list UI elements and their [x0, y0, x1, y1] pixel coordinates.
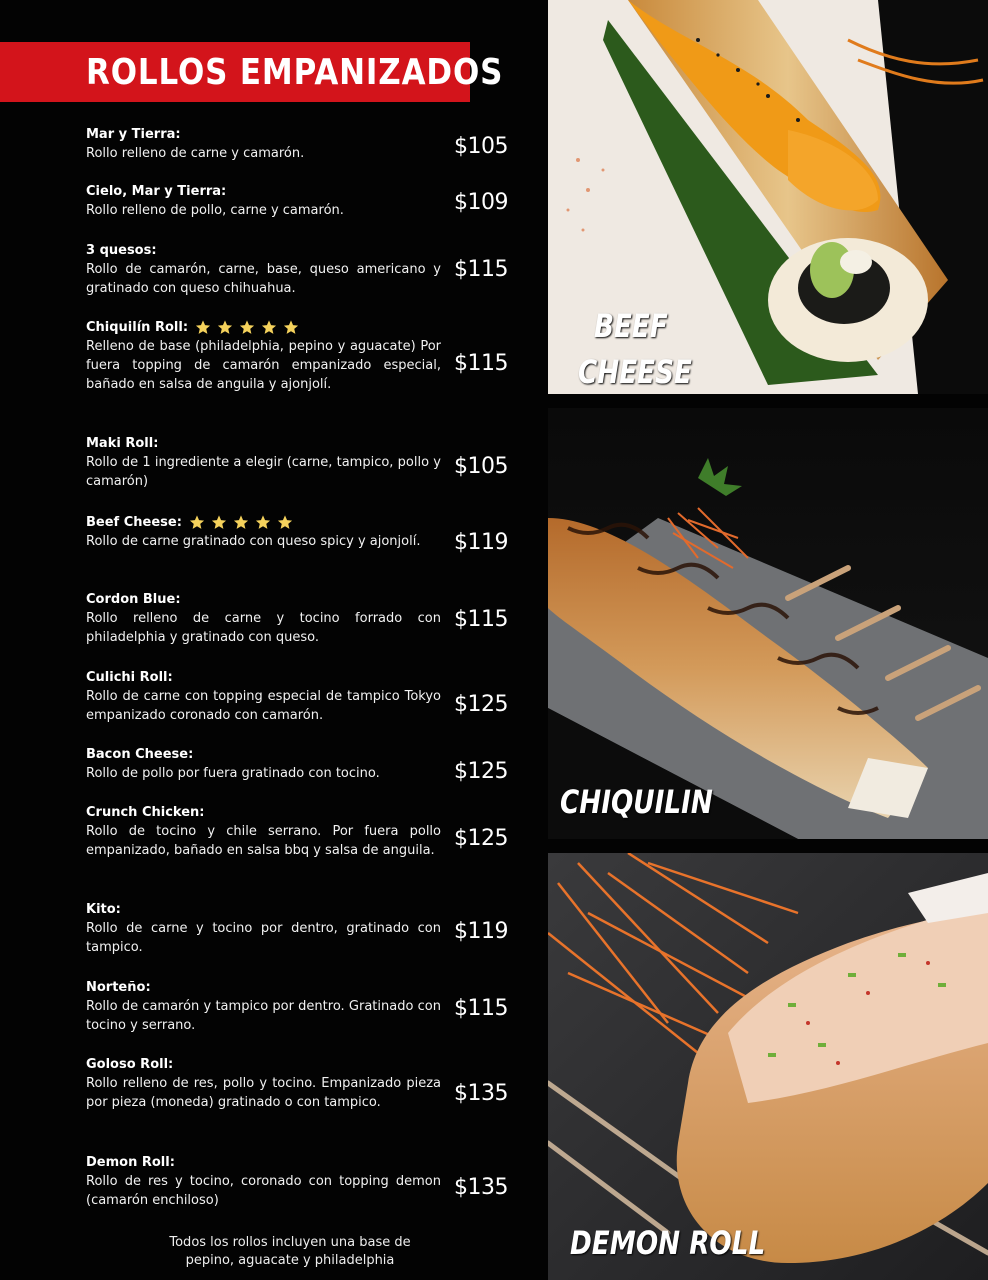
item-name: Kito: [86, 902, 121, 917]
item-name: Cielo, Mar y Tierra: [86, 184, 227, 199]
item-description: Rollo de carne con topping especial de tampico Tokyo empanizado coronado con camarón. [86, 689, 441, 723]
item-price: $105 [454, 454, 508, 479]
menu-item [86, 241, 506, 298]
item-description: Rollo de tocino y chile serrano. Por fuera pollo empanizado, bañado en salsa bbq y salsa de anguila. [86, 824, 441, 858]
star-icon [254, 514, 272, 531]
item-name: Culichi Roll: [86, 670, 173, 685]
star-icon [194, 319, 212, 336]
item-description: Rollo relleno de pollo, carne y camarón. [86, 203, 344, 218]
item-description: Rollo de carne y tocino por dentro, gratinado con tampico. [86, 921, 441, 955]
photo-demon-roll [548, 853, 988, 1280]
menu-item [86, 318, 506, 394]
star-icon [260, 319, 278, 336]
menu-item [86, 900, 506, 957]
footer-note: Todos los rollos incluyen una base de pepino, aguacate y philadelphia [169, 1235, 411, 1268]
title-banner [0, 42, 504, 102]
menu-item [86, 182, 506, 220]
item-name: Cordon Blue: [86, 592, 181, 607]
item-price: $115 [454, 257, 508, 282]
item-name: Norteño: [86, 980, 151, 995]
star-icon [188, 514, 206, 531]
photo-label: CHIQUILIN [560, 783, 713, 821]
item-name: Crunch Chicken: [86, 805, 205, 820]
item-name: Demon Roll: [86, 1155, 175, 1170]
item-description: Rollo de res y tocino, coronado con topping demon (camarón enchiloso) [86, 1174, 441, 1208]
star-icon [210, 514, 228, 531]
item-name: Maki Roll: [86, 436, 159, 451]
item-price: $135 [454, 1175, 508, 1200]
item-name: Mar y Tierra: [86, 127, 181, 142]
item-price: $115 [454, 996, 508, 1021]
item-description: Rollo de pollo por fuera gratinado con tocino. [86, 766, 380, 781]
star-icon [216, 319, 234, 336]
item-price: $125 [454, 759, 508, 784]
item-price: $109 [454, 190, 508, 215]
item-description: Relleno de base (philadelphia, pepino y aguacate) Por fuera topping de camarón empanizado especial, bañado en salsa de anguila y ajonjolí. [86, 339, 441, 392]
menu-item [86, 668, 506, 725]
item-price: $119 [454, 530, 508, 555]
menu-item [86, 978, 506, 1035]
item-description: Rollo relleno de res, pollo y tocino. Empanizado pieza por pieza (moneda) gratinado o con tampico. [86, 1076, 441, 1110]
item-price: $119 [454, 919, 508, 944]
star-icon [276, 514, 294, 531]
menu-item [86, 125, 506, 163]
menu-item [86, 803, 506, 860]
item-price: $125 [454, 692, 508, 717]
menu-item [86, 1153, 506, 1210]
star-icon [282, 319, 300, 336]
item-description: Rollo de camarón, carne, base, queso americano y gratinado con queso chihuahua. [86, 262, 441, 296]
menu-item [86, 590, 506, 647]
item-price: $115 [454, 351, 508, 376]
item-description: Rollo relleno de carne y tocino forrado con philadelphia y gratinado con queso. [86, 611, 441, 645]
star-icon [232, 514, 250, 531]
menu-item [86, 1055, 506, 1112]
menu-item [86, 513, 508, 555]
chiquilin-image [548, 408, 988, 839]
photo-label: BEEF [594, 307, 668, 345]
item-description: Rollo de camarón y tampico por dentro. Gratinado con tocino y serrano. [86, 999, 441, 1033]
demon-roll-image [548, 853, 988, 1280]
item-description: Rollo relleno de carne y camarón. [86, 146, 305, 161]
item-description: Rollo de 1 ingrediente a elegir (carne, tampico, pollo y camarón) [86, 455, 441, 489]
photo-label: CHEESE [578, 353, 692, 391]
menu-item [86, 434, 506, 491]
menu-item [86, 745, 506, 783]
item-name: Chiquilín Roll: [86, 320, 189, 335]
star-rating [188, 514, 294, 531]
item-description: Rollo de carne gratinado con queso spicy y ajonjolí. [86, 534, 421, 549]
item-name: 3 quesos: [86, 243, 157, 258]
item-name: Bacon Cheese: [86, 747, 194, 762]
star-rating [194, 319, 300, 336]
item-price: $115 [454, 607, 508, 632]
page-title: ROLLOS EMPANIZADOS [86, 52, 504, 93]
photo-chiquilin [548, 408, 988, 839]
photo-label: DEMON ROLL [570, 1224, 766, 1262]
item-price: $105 [454, 134, 508, 159]
item-price: $135 [454, 1081, 508, 1106]
item-price: $125 [454, 826, 508, 851]
item-name: Beef Cheese: [86, 515, 182, 530]
photo-beef-cheese [548, 0, 988, 394]
star-icon [238, 319, 256, 336]
item-name: Goloso Roll: [86, 1057, 174, 1072]
